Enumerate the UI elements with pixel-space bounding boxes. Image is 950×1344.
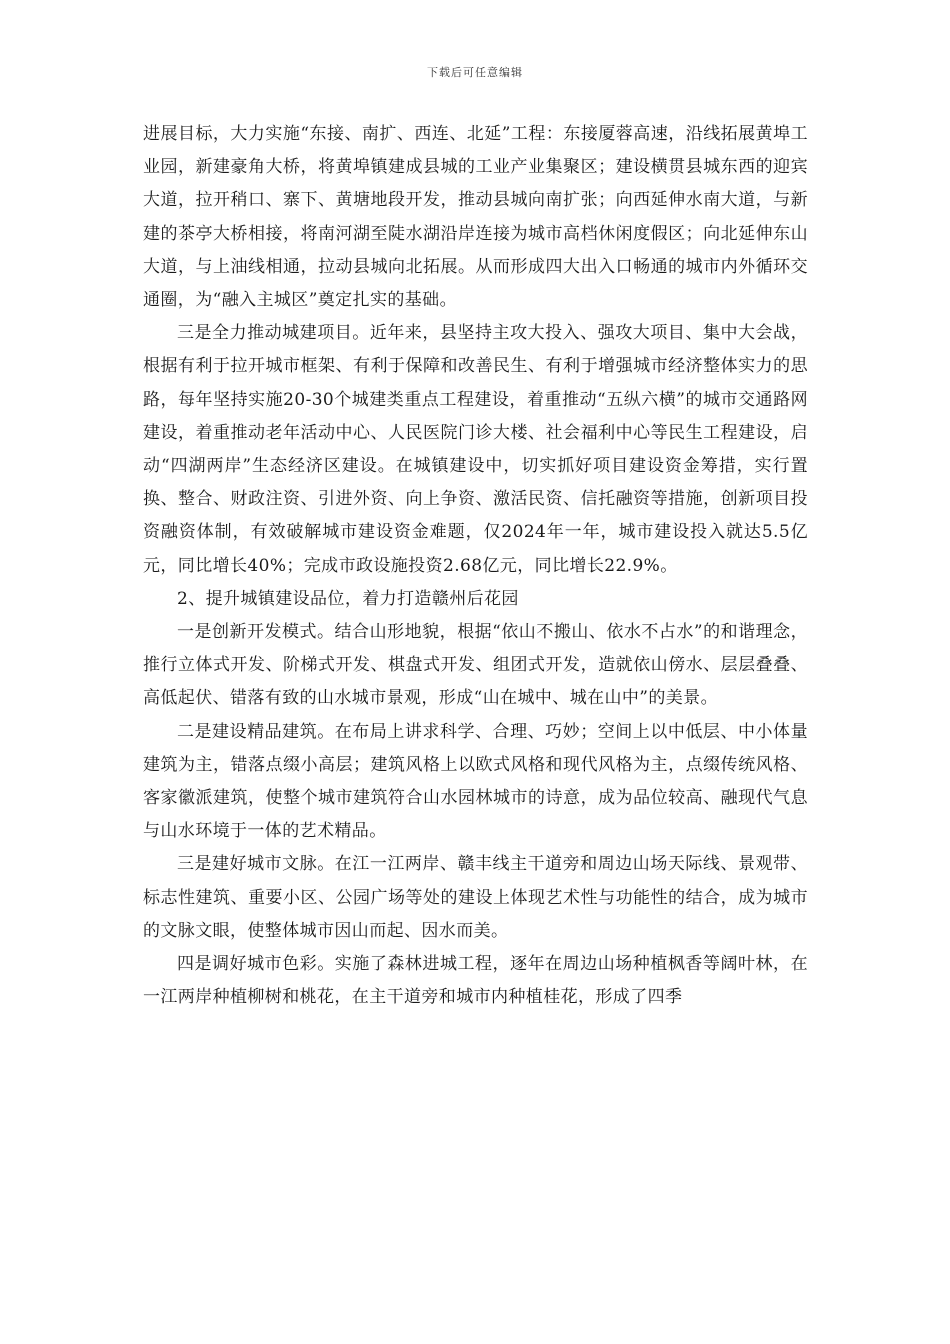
paragraph-city-projects: 三是全力推动城建项目。近年来，县坚持主攻大投入、强攻大项目、集中大会战，根据有利于拉开城市框架、有利于保障和改善民生、有利于增强城市经济整体实力的思路，每年坚持实施20-30个城建类重点工程建设，着重推动“五纵六横”的城市交通路网建设，着重推动老年活动中心、人民医院门诊大楼、社会福利中心等民生工程建设，启动“四湖两岸”生态经济区建设。在城镇建设中，切实抓好项目建设资金筹措，实行置换、整合、财政注资、引进外资、向上争资、激活民资、信托融资等措施，创新项目投资融资体制，有效破解城市建设资金难题，仅2024年一年，城市建设投入就达5.5亿元，同比增长40%；完成市政设施投资2.68亿元，同比增长22.9%。 — [143, 323, 808, 576]
paragraph-city-culture: 三是建好城市文脉。在江一江两岸、赣丰线主干道旁和周边山场天际线、景观带、标志性建筑、重要小区、公园广场等处的建设上体现艺术性与功能性的结合，成为城市的文脉文眼，使整体城市因山而起、因水而美。 — [143, 854, 808, 941]
paragraph-development-mode: 一是创新开发模式。结合山形地貌，根据“依山不搬山、依水不占水”的和谐理念，推行立体式开发、阶梯式开发、棋盘式开发、组团式开发，造就依山傍水、层层叠叠、高低起伏、错落有致的山水城市景观，形成“山在城中、城在山中”的美景。 — [143, 622, 808, 709]
document-body — [143, 118, 808, 1014]
paragraph-quality-buildings: 二是建设精品建筑。在布局上讲求科学、合理、巧妙；空间上以中低层、中小体量建筑为主，错落点缀小高层；建筑风格上以欧式风格和现代风格为主，点缀传统风格、客家徽派建筑，使整个城市建筑符合山水园林城市的诗意，成为品位较高、融现代气息与山水环境于一体的艺术精品。 — [143, 721, 808, 842]
page-header: 下载后可任意编辑 — [427, 66, 523, 79]
paragraph-goals: 进展目标，大力实施“东接、南扩、西连、北延”工程：东接厦蓉高速，沿线拓展黄埠工业园，新建豪角大桥，将黄埠镇建成县城的工业产业集聚区；建设横贯县城东西的迎宾大道，拉开稍口、寨下、黄塘地段开发，推动县城向南扩张；向西延伸水南大道，与新建的茶亭大桥相接，将南河湖至陡水湖沿岸连接为城市高档休闲度假区；向北延伸东山大道，与上油线相通，拉动县城向北拓展。从而形成四大出入口畅通的城市内外循环交通圈，为“融入主城区”奠定扎实的基础。 — [143, 124, 808, 311]
section-heading: 2、提升城镇建设品位，着力打造赣州后花园 — [177, 588, 519, 609]
paragraph-city-colors: 四是调好城市色彩。实施了森林进城工程，逐年在周边山场种植枫香等阔叶林，在一江两岸种植柳树和桃花，在主干道旁和城市内种植桂花，形成了四季 — [143, 954, 808, 1008]
